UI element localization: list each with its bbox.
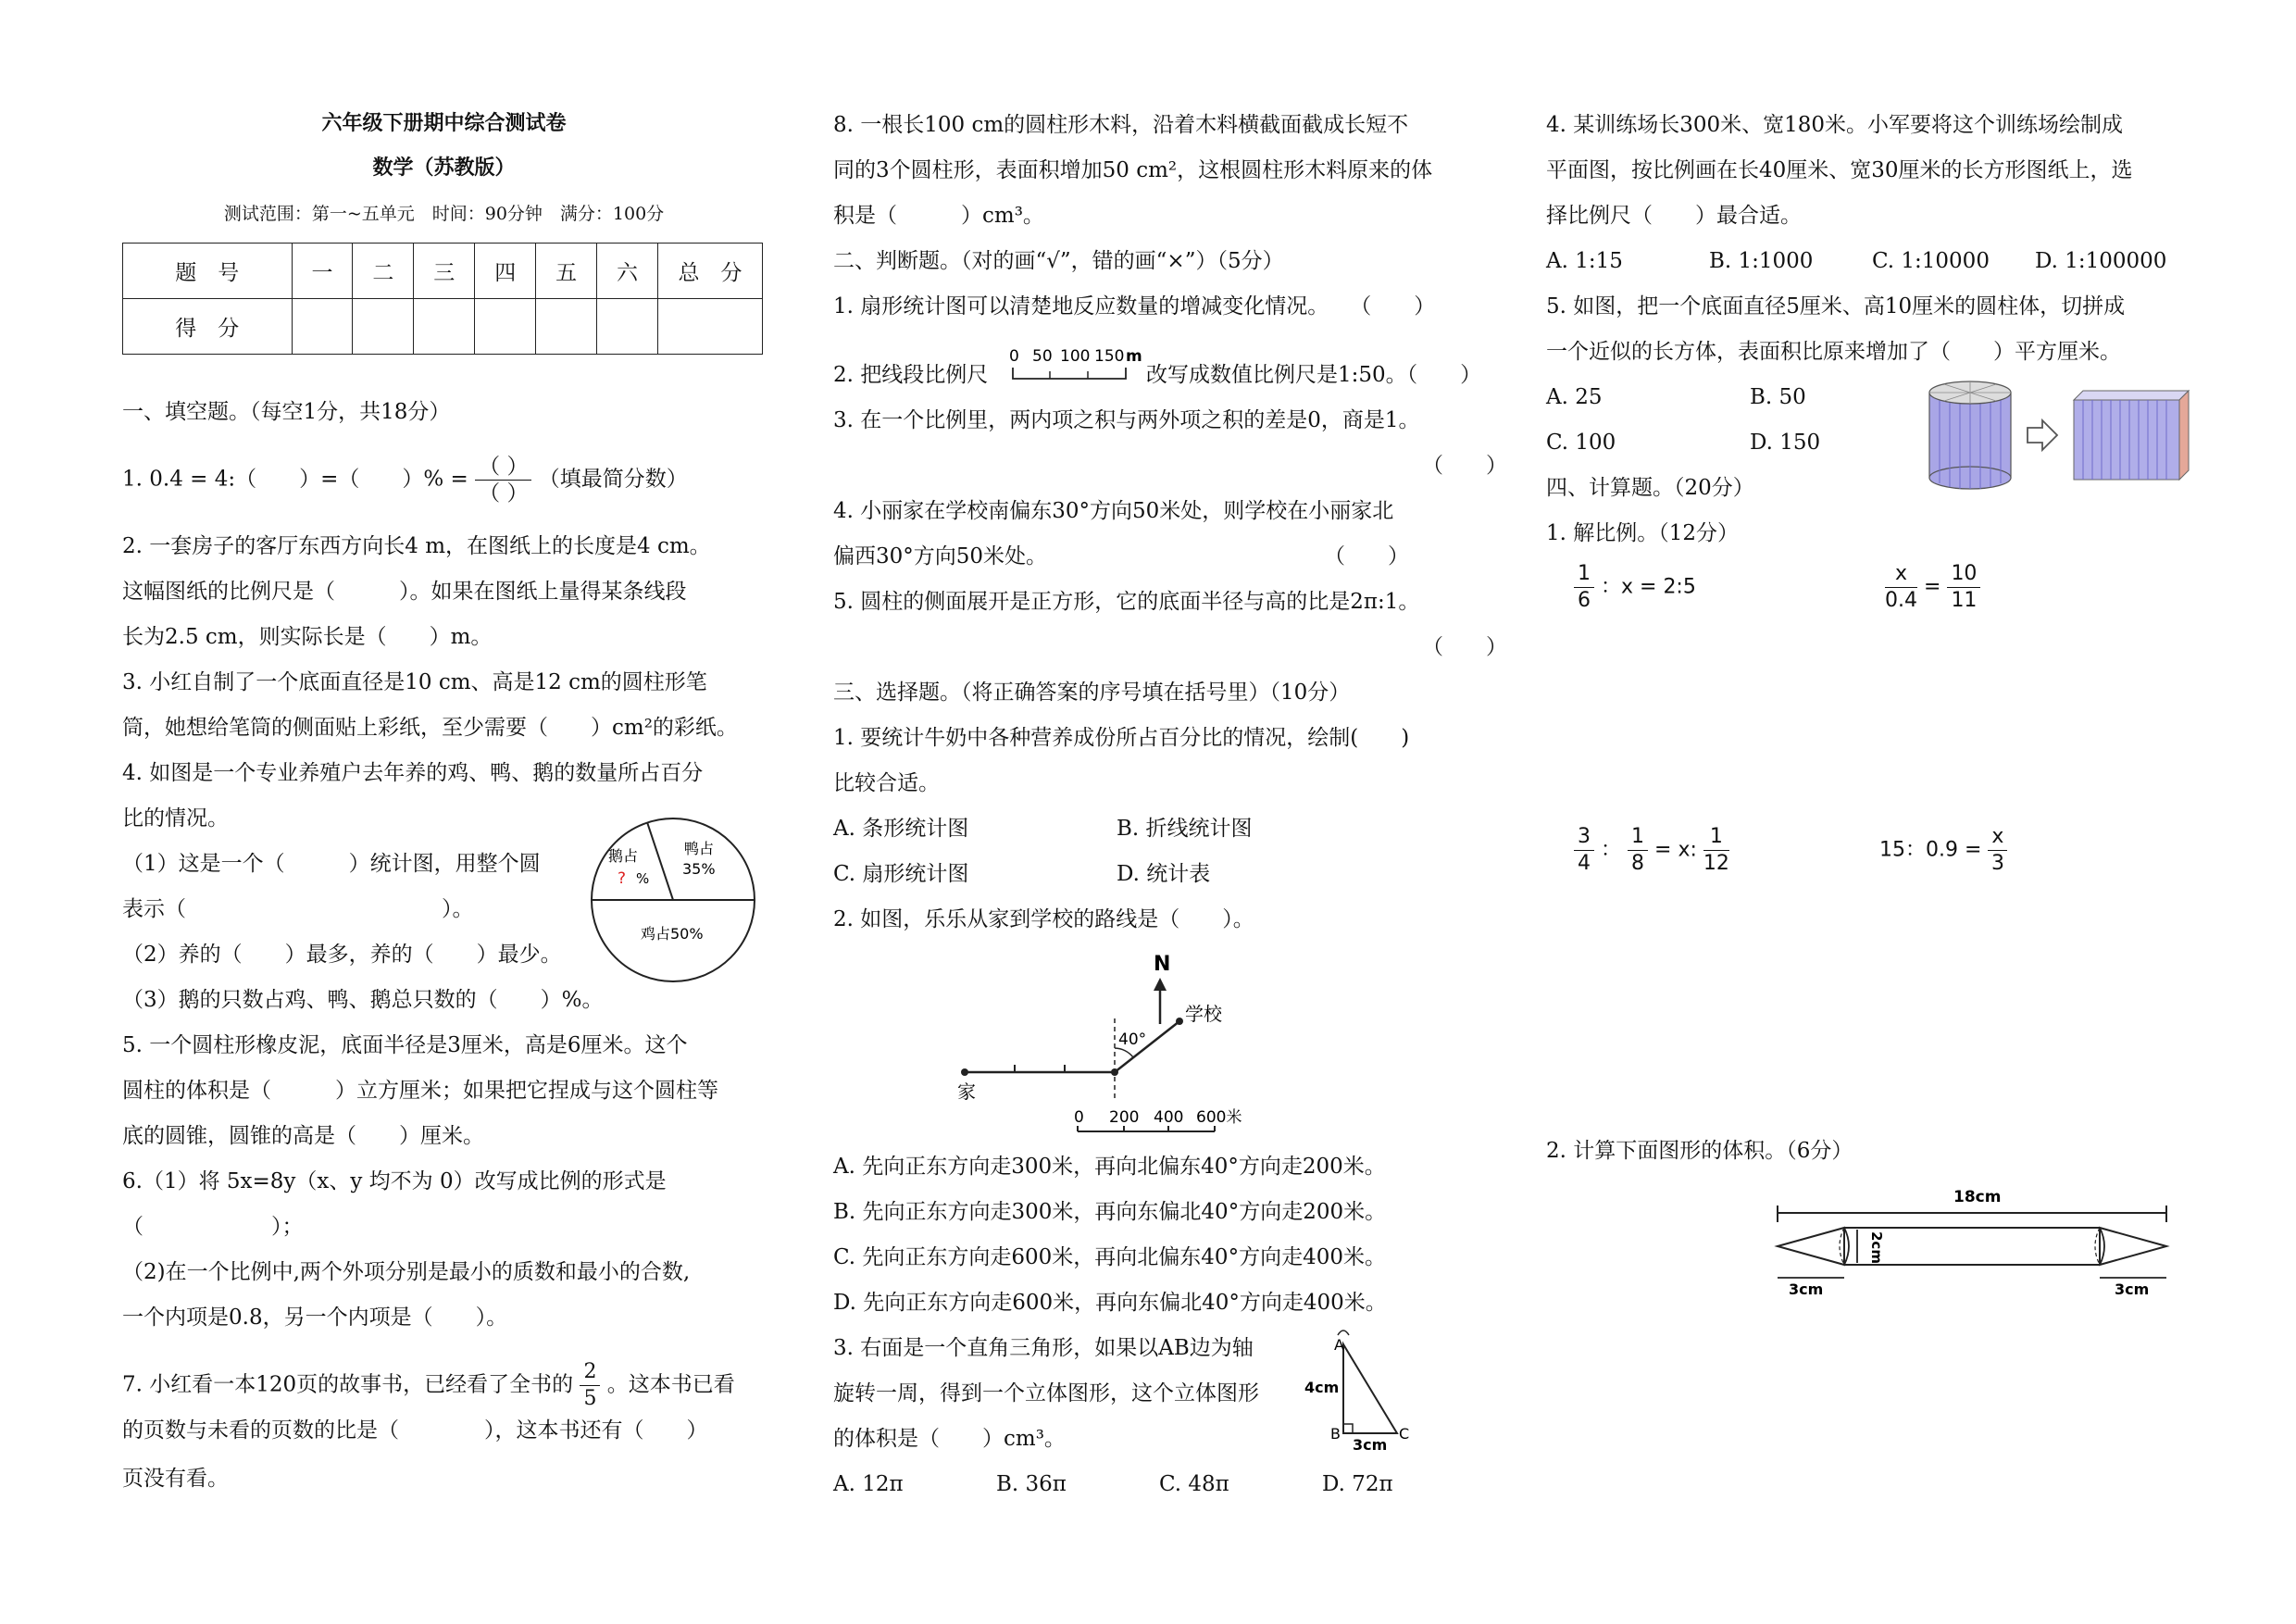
eq2-num2: 10 xyxy=(1947,561,1980,588)
choice5-option: B. 50 xyxy=(1750,385,1806,409)
choice1-line2: 比较合适。 xyxy=(833,771,940,795)
choice2-option: D. 先向正东方向走600米，再向东偏北40°方向走400米。 xyxy=(833,1291,1387,1315)
vertex-a: A xyxy=(1334,1336,1344,1354)
cuboid-front xyxy=(2074,400,2179,480)
side-bc-label: 3cm xyxy=(1353,1436,1388,1454)
scale-tick-label: 50 xyxy=(1032,347,1053,366)
q4-line5: （2）养的（ ）最多，养的（ ）最少。 xyxy=(122,943,562,967)
eq3-den3: 12 xyxy=(1703,852,1729,875)
q7-line1 xyxy=(122,1359,735,1412)
pie-pct-goose: % xyxy=(636,870,650,887)
q1-denominator: （ ） xyxy=(479,481,529,506)
exam-info: 测试范围：第一~五单元 时间：90分钟 满分：100分 xyxy=(223,204,665,224)
q5-line1: 5. 一个圆柱形橡皮泥，底面半径是3厘米，高是6厘米。这个 xyxy=(122,1033,688,1057)
choice5-option: D. 150 xyxy=(1750,431,1821,455)
q5-line3: 底的圆锥，圆锥的高是（ ）厘米。 xyxy=(122,1124,484,1148)
vertex-c: C xyxy=(1399,1425,1410,1443)
score-cell: 一 xyxy=(292,244,353,299)
turn-dot xyxy=(1111,1068,1118,1076)
q8-line2: 同的3个圆柱形，表面积增加50 cm²，这根圆柱形木料原来的体 xyxy=(833,158,1433,182)
choice4-option: C. 1:10000 xyxy=(1872,249,1990,273)
section2-heading: 二、判断题。（对的画“√”，错的画“×”）（5分） xyxy=(833,249,1284,273)
eq2-num: x xyxy=(1885,561,1917,588)
choice2-text: 2. 如图，乐乐从家到学校的路线是（ ）。 xyxy=(833,907,1254,931)
score-cell: 题 号 xyxy=(123,244,293,299)
left-cone xyxy=(1778,1228,1844,1265)
section1-heading: 一、填空题。（每空1分，共18分） xyxy=(122,400,451,424)
eq1-rest: ：x = 2:5 xyxy=(1601,575,1696,599)
judge4-line2: 偏西30°方向50米处。 （ ） xyxy=(833,544,1410,568)
q6-line4: 一个内项是0.8，另一个内项是（ ）。 xyxy=(122,1305,508,1330)
exam-subtitle: 数学（苏教版） xyxy=(372,156,516,180)
eq4-den: 3 xyxy=(1990,852,2004,875)
q4-line3: （1）这是一个（ ）统计图，用整个圆 xyxy=(122,852,541,876)
scale-tick-label: 0 xyxy=(1009,347,1019,366)
choice1-line1: 1. 要统计牛奶中各种营养成份所占百分比的情况，绘制( ) xyxy=(833,726,1410,750)
judge5-line1: 5. 圆柱的侧面展开是正方形，它的底面半径与高的比是2π:1。 xyxy=(833,590,1420,614)
right-cone xyxy=(2100,1228,2166,1265)
equation-4 xyxy=(1879,824,2007,877)
q7-text-end: 。这本书已看 xyxy=(606,1372,735,1397)
choice4-line3: 择比例尺（ ）最合适。 xyxy=(1546,204,1802,228)
q2-line1: 2. 一套房子的客厅东西方向长4 m，在图纸上的长度是4 cm。 xyxy=(122,534,711,558)
eq2-fraction-left xyxy=(1885,561,1917,614)
score-cell: 三 xyxy=(414,244,475,299)
part2-heading: 2. 计算下面图形的体积。（6分） xyxy=(1546,1139,1853,1163)
q1-line xyxy=(122,454,688,506)
choice2-option: C. 先向正东方向走600米，再向北偏东40°方向走400米。 xyxy=(833,1245,1386,1269)
eq1-fraction xyxy=(1574,561,1594,614)
choice2-option: A. 先向正东方向走300米，再向北偏东40°方向走200米。 xyxy=(833,1155,1386,1179)
choice3-option: A. 12π xyxy=(833,1472,904,1496)
pie-label-chicken: 鸡占50% xyxy=(641,925,704,943)
judge3-line2: （ ） xyxy=(1422,454,1507,478)
choice5-line2: 一个近似的长方体，表面积比原来增加了（ ）平方厘米。 xyxy=(1546,340,2121,364)
score-input-cell[interactable] xyxy=(475,299,536,355)
choice1-option: B. 折线统计图 xyxy=(1117,817,1253,841)
q7-numerator: 2 xyxy=(580,1359,600,1386)
choice5-option: A. 25 xyxy=(1546,385,1603,409)
exam-title: 六年级下册期中综合测试卷 xyxy=(321,111,567,135)
score-input-cell[interactable] xyxy=(536,299,597,355)
judge5-line2: （ ） xyxy=(1422,635,1507,659)
pie-chart xyxy=(590,817,756,983)
part1-heading: 1. 解比例。（12分） xyxy=(1546,521,1740,545)
score-input-cell[interactable] xyxy=(597,299,658,355)
vertex-b: B xyxy=(1330,1425,1341,1443)
q2-line2: 这幅图纸的比例尺是（ ）。如果在图纸上量得某条线段 xyxy=(122,580,687,604)
home-label: 家 xyxy=(957,1081,976,1103)
choice3-option: C. 48π xyxy=(1159,1472,1229,1496)
score-input-cell[interactable] xyxy=(414,299,475,355)
q8-line3: 积是（ ）cm³。 xyxy=(833,204,1044,228)
choice4-line1: 4. 某训练场长300米、宽180米。小军要将这个训练场绘制成 xyxy=(1546,113,2124,137)
equation-1 xyxy=(1574,561,1696,614)
choice4-line2: 平面图，按比例画在长40厘米、宽30厘米的长方形图纸上，选 xyxy=(1546,158,2133,182)
eq3-fraction1 xyxy=(1574,824,1594,877)
score-input-cell[interactable] xyxy=(658,299,763,355)
eq3-mid: = x: xyxy=(1654,838,1697,862)
cylinder-to-cuboid-figure xyxy=(1926,380,2194,491)
q4-line2: 比的情况。 xyxy=(122,806,229,831)
eq3-fraction2 xyxy=(1628,824,1648,877)
triangle xyxy=(1343,1344,1397,1433)
fig-left-length: 3cm xyxy=(1789,1280,1824,1298)
solid-figure xyxy=(1768,1185,2176,1296)
transform-arrow-icon xyxy=(2028,420,2057,450)
choice5-line1: 5. 如图，把一个底面直径5厘米、高10厘米的圆柱体，切拼成 xyxy=(1546,294,2126,319)
q1-numerator: （ ） xyxy=(475,454,531,481)
fig-total-length: 18cm xyxy=(1953,1188,2002,1206)
scale-unit: m xyxy=(1126,347,1142,366)
judge4-line1: 4. 小丽家在学校南偏东30°方向50米处，则学校在小丽家北 xyxy=(833,499,1394,523)
eq2-equals: = xyxy=(1924,575,1941,599)
judge2-prefix: 2. 把线段比例尺 xyxy=(833,363,989,387)
right-triangle-figure xyxy=(1301,1324,1412,1454)
q4-line1: 4. 如图是一个专业养殖户去年养的鸡、鸭、鹅的数量所占百分 xyxy=(122,761,704,785)
equation-2 xyxy=(1885,561,1980,614)
score-cell: 四 xyxy=(475,244,536,299)
score-table xyxy=(122,243,763,355)
q7-line2: 的页数与未看的页数的比是（ ），这本书还有（ ） xyxy=(122,1418,708,1443)
eq3-num1: 3 xyxy=(1574,824,1594,851)
score-cell: 总 分 xyxy=(658,244,763,299)
judge2-suffix: 改写成数值比例尺是1:50。（ ） xyxy=(1146,363,1482,387)
school-dot xyxy=(1176,1018,1183,1025)
choice3-option: B. 36π xyxy=(996,1472,1067,1496)
q7-fraction xyxy=(580,1359,600,1412)
eq3-den1: 4 xyxy=(1578,852,1591,875)
choice1-option: C. 扇形统计图 xyxy=(833,862,969,886)
route-path xyxy=(965,1021,1179,1072)
eq3-num2: 1 xyxy=(1628,824,1648,851)
eq1-den: 6 xyxy=(1578,589,1591,612)
choice2-option: B. 先向正东方向走300米，再向东偏北40°方向走200米。 xyxy=(833,1200,1387,1224)
score-cell: 六 xyxy=(597,244,658,299)
q6-line2: （ ）； xyxy=(122,1215,304,1239)
scale-line xyxy=(1013,368,1126,379)
score-cell: 五 xyxy=(536,244,597,299)
map-scale-label: 600米 xyxy=(1196,1108,1242,1127)
q1-fraction xyxy=(475,454,531,506)
q5-line2: 圆柱的体积是（ ）立方厘米；如果把它捏成与这个圆柱等 xyxy=(122,1079,718,1103)
score-table-header-row xyxy=(123,244,763,299)
rotation-arrow xyxy=(1338,1330,1349,1335)
eq3-sep: ： xyxy=(1601,838,1622,862)
score-cell: 二 xyxy=(353,244,414,299)
eq2-fraction-right xyxy=(1947,561,1980,614)
eq3-den2: 8 xyxy=(1631,852,1645,875)
choice5-option: C. 100 xyxy=(1546,431,1616,455)
q4-line4: 表示（ ）。 xyxy=(122,897,474,921)
eq3-fraction3 xyxy=(1703,824,1729,877)
q8-line1: 8. 一根长100 cm的圆柱形木料，沿着木料横截面截成长短不 xyxy=(833,113,1409,137)
home-dot xyxy=(961,1068,968,1076)
q7-denominator: 5 xyxy=(583,1387,597,1410)
scale-tick-label: 100 xyxy=(1060,347,1091,366)
section4-heading: 四、计算题。（20分） xyxy=(1546,476,1754,500)
section3-heading: 三、选择题。（将正确答案的序号填在括号里）（10分） xyxy=(833,681,1351,705)
choice3-line1: 3. 右面是一个直角三角形，如果以AB边为轴 xyxy=(833,1336,1254,1360)
fig-right-length: 3cm xyxy=(2115,1280,2150,1298)
map-scale-label: 200 xyxy=(1109,1108,1140,1127)
eq2-den2: 11 xyxy=(1951,589,1978,612)
judge1: 1. 扇形统计图可以清楚地反应数量的增减变化情况。 （ ） xyxy=(833,294,1436,319)
line-scale xyxy=(1009,345,1142,388)
pie-label-duck: 鸭占 xyxy=(684,840,715,857)
q6-line3: （2)在一个比例中,两个外项分别是最小的质数和最小的合数, xyxy=(122,1260,691,1284)
cuboid-top xyxy=(2074,391,2189,400)
cuboid-side xyxy=(2179,391,2189,480)
score-input-cell[interactable] xyxy=(353,299,414,355)
q2-line3: 长为2.5 cm，则实际长是（ ）m。 xyxy=(122,625,493,649)
school-label: 学校 xyxy=(1185,1003,1222,1025)
choice4-option: A. 1:15 xyxy=(1546,249,1623,273)
pie-value-goose: ? xyxy=(618,869,627,888)
angle-label: 40° xyxy=(1118,1031,1147,1049)
choice4-option: B. 1:1000 xyxy=(1709,249,1814,273)
eq3-num3: 1 xyxy=(1703,824,1729,851)
north-label: N xyxy=(1154,953,1171,976)
map-scale-label: 400 xyxy=(1154,1108,1184,1127)
pie-value-duck: 35% xyxy=(682,860,716,878)
q7-text: 7. 小红看一本120页的故事书，已经看了全书的 xyxy=(122,1372,574,1397)
map-scale-label: 0 xyxy=(1074,1108,1084,1127)
pie-label-goose: 鹅占 xyxy=(608,847,639,865)
q6-line1: 6.（1）将 5x=8y（x、y 均不为 0）改写成比例的形式是 xyxy=(122,1169,667,1193)
choice3-line2: 旋转一周，得到一个立体图形，这个立体图形 xyxy=(833,1381,1259,1405)
q3-line2: 筒，她想给笔筒的侧面贴上彩纸，至少需要（ ）cm²的彩纸。 xyxy=(122,716,738,740)
q3-line1: 3. 小红自制了一个底面直径是10 cm、高是12 cm的圆柱形笔 xyxy=(122,670,707,694)
scale-tick-label: 150 xyxy=(1094,347,1125,366)
q1-suffix: （填最简分数） xyxy=(538,467,688,492)
choice1-option: A. 条形统计图 xyxy=(833,817,969,841)
right-angle-mark xyxy=(1343,1424,1353,1433)
judge3-line1: 3. 在一个比例里，两内项之积与两外项之积的差是0，商是1。 xyxy=(833,408,1420,432)
score-input-cell[interactable] xyxy=(292,299,353,355)
q7-line3: 页没有看。 xyxy=(122,1467,229,1491)
score-table-score-row xyxy=(123,299,763,355)
choice1-option: D. 统计表 xyxy=(1117,862,1211,886)
eq2-den: 0.4 xyxy=(1885,589,1917,612)
eq1-num: 1 xyxy=(1574,561,1594,588)
eq4-num: x xyxy=(1988,824,2007,851)
eq4-left: 15：0.9 = xyxy=(1879,838,1982,862)
q1-text: 1. 0.4 = 4:（ ）=（ ）% = xyxy=(122,467,468,492)
q4-line6: （3）鹅的只数占鸡、鸭、鹅总只数的（ ）%。 xyxy=(122,988,604,1012)
north-arrowhead xyxy=(1154,978,1167,991)
choice4-option: D. 1:100000 xyxy=(2035,249,2167,273)
angle-arc xyxy=(1115,1048,1133,1057)
choice3-option: D. 72π xyxy=(1322,1472,1393,1496)
fig-diameter: 2cm xyxy=(1868,1231,1885,1264)
eq4-fraction xyxy=(1988,824,2007,877)
choice3-line3: 的体积是（ ）cm³。 xyxy=(833,1427,1066,1451)
equation-3 xyxy=(1574,824,1729,877)
score-label-cell: 得 分 xyxy=(123,299,293,355)
route-map xyxy=(954,944,1268,1139)
side-ab-label: 4cm xyxy=(1304,1379,1340,1396)
